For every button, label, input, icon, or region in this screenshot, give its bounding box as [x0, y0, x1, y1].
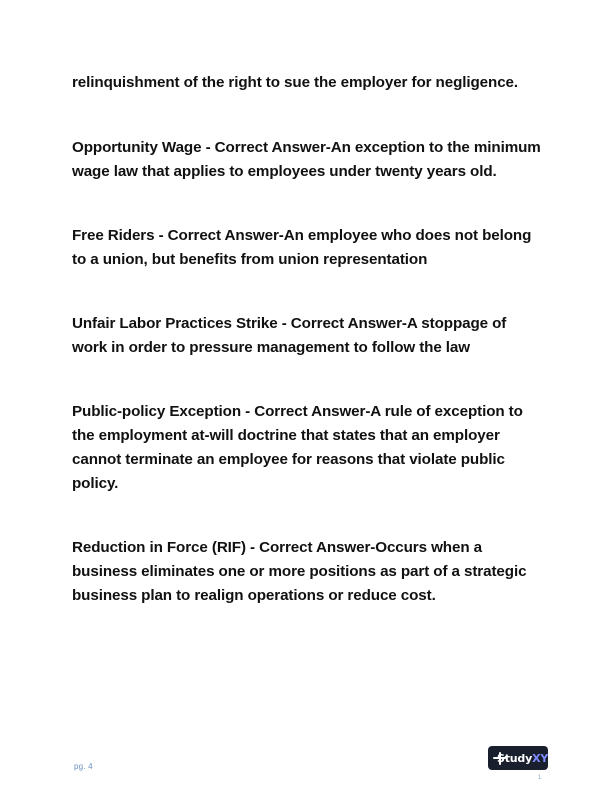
definition-entry: Public-policy Exception - Correct Answer-A rule of exception to the employment at-will doctrine that states that an employer cannot terminate an employee for reasons that violate public policy. [72, 403, 523, 492]
corner-mark: 1 [538, 775, 542, 781]
definition-entry: Free Riders - Correct Answer-An employee who does not belong to a union, but benefits from union representation [72, 227, 532, 268]
brand-name-main: Study [497, 751, 533, 765]
definition-entry: Unfair Labor Practices Strike - Correct Answer-A stoppage of work in order to pressure management to follow the law [72, 315, 507, 356]
definition-entry: relinquishment of the right to sue the employer for negligence. [72, 74, 519, 91]
studyxy-logo[interactable] [488, 746, 548, 770]
brand-name-accent: XY [532, 751, 549, 765]
definition-entry: Reduction in Force (RIF) - Correct Answer-Occurs when a business eliminates one or more positions as part of a strategic business plan to realign operations or reduce cost. [72, 539, 527, 604]
definition-entry: Opportunity Wage - Correct Answer-An exception to the minimum wage law that applies to employees under twenty years old. [72, 139, 541, 180]
page-number: pg. 4 [74, 762, 93, 771]
document-body [72, 71, 542, 648]
